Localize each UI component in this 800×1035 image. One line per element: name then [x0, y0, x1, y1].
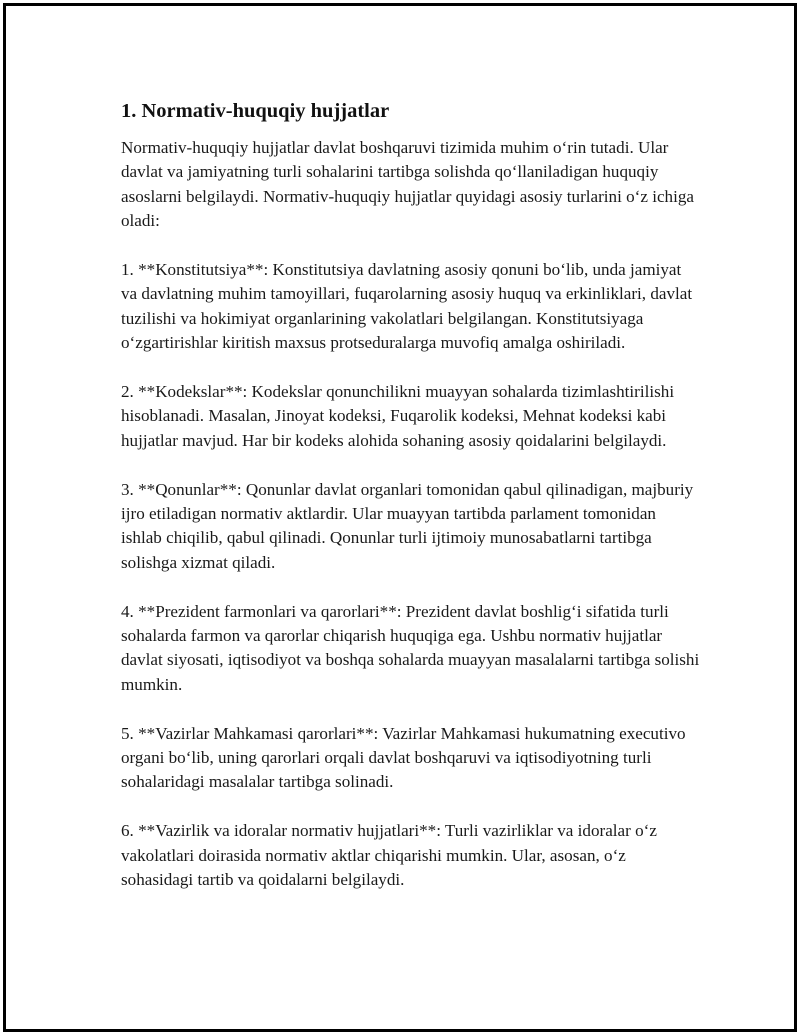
paragraph-kodekslar: 2. **Kodekslar**: Kodekslar qonunchilikni muayyan sohalarda tizimlashtirilishi hisoblanadi. Masalan, Jinoyat kodeksi, Fuqarolik kodeksi, Mehnat kodeksi kabi hujjatlar mavjud. Har bir kodeks alohida sohaning asosiy qoidalarini belgilaydi.: [121, 382, 675, 450]
page-frame: [3, 3, 797, 1032]
intro-paragraph: Normativ-huquqiy hujjatlar davlat boshqaruvi tizimida muhim o‘rin tutadi. Ular davlat va jamiyatning turli sohalarini tartibga solishda qo‘llaniladigan huquqiy asoslarni belgilaydi. Normativ-huquqiy hujjatlar quyidagi asosiy turlarini o‘z ichiga oladi:: [121, 138, 694, 231]
paragraph-prezident-farmonlari: 4. **Prezident farmonlari va qarorlari**: Prezident davlat boshlig‘i sifatida turli sohalarda farmon va qarorlar chiqarish huquqiga ega. Ushbu normativ hujjatlar davlat siyosati, iqtisodiyot va boshqa sohalarda muayyan masalalarni tartibga solishi mumkin.: [121, 601, 700, 694]
paragraph-vazirlar-mahkamasi: 5. **Vazirlar Mahkamasi qarorlari**: Vazirlar Mahkamasi hukumatning executivo organi bo‘lib, uning qarorlari orqali davlat boshqaruvi va iqtisodiyotning turli sohalaridagi masalalar tartibga solinadi.: [121, 723, 686, 792]
document-body: [121, 98, 701, 917]
paragraph-konstitutsiya: 1. **Konstitutsiya**: Konstitutsiya davlatning asosiy qonuni bo‘lib, unda jamiyat va davlatning muhim tamoyillari, fuqarolarning asosiy huquq va erkinliklari, davlat tuzilishi va hokimiyat organlarining vakolatlari belgilangan. Konstitutsiyaga o‘zgartirishlar kiritish maxsus protseduralarga muvofiq amalga oshiriladi.: [121, 260, 693, 353]
paragraph-vazirlik-idoralar: 6. **Vazirlik va idoralar normativ hujjatlari**: Turli vazirliklar va idoralar o‘z vakolatlari doirasida normativ aktlar chiqarishi mumkin. Ular, asosan, o‘z sohasidagi tartib va qoidalarni belgilaydi.: [121, 821, 657, 890]
paragraph-qonunlar: 3. **Qonunlar**: Qonunlar davlat organlari tomonidan qabul qilinadigan, majburiy ijro etiladigan normativ aktlardir. Ular muayyan tartibda parlament tomonidan ishlab chiqilib, qabul qilinadi. Qonunlar turli ijtimoiy munosabatlarni tartibga solishga xizmat qiladi.: [121, 479, 694, 572]
section-heading: 1. Normativ-huquqiy hujjatlar: [121, 100, 390, 122]
